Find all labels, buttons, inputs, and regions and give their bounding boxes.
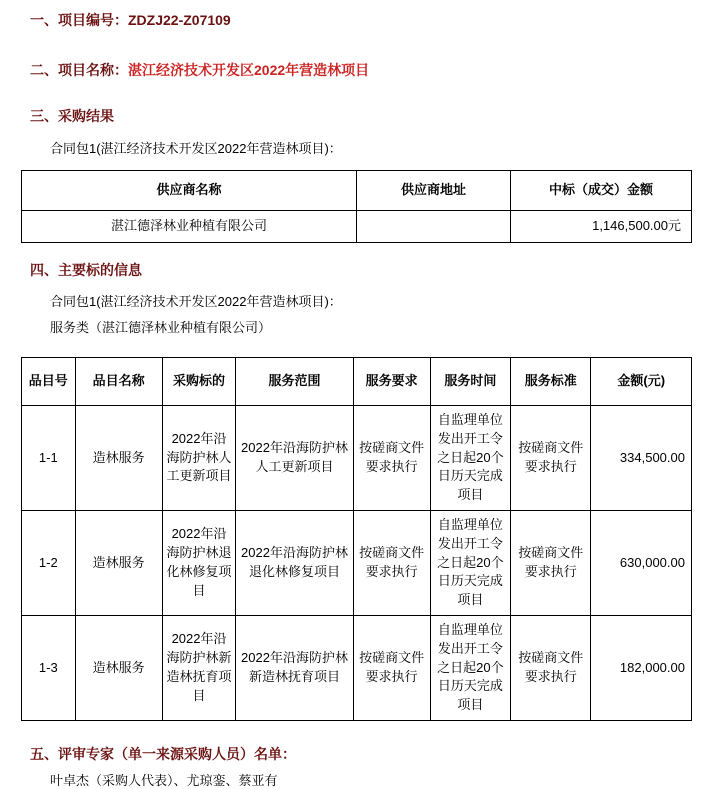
service-time-cell: 自监理单位发出开工令之日起20个日历天完成项目 [430,406,510,511]
items-table-row-3 [22,616,692,721]
service-scope-header: 服务范围 [236,358,353,406]
service-time-cell: 自监理单位发出开工令之日起20个日历天完成项目 [430,511,510,616]
result-table-header-row [22,171,692,211]
supplier-name-header: 供应商名称 [22,171,357,211]
supplier-address-header: 供应商地址 [357,171,511,211]
service-category-line: 服务类（湛江德泽林业种植有限公司） [50,320,272,335]
service-standard-cell: 按磋商文件要求执行 [511,406,591,511]
items-table [21,357,692,721]
service-requirement-header: 服务要求 [353,358,430,406]
service-scope-cell: 2022年沿海防护林人工更新项目 [236,406,353,511]
item-name-cell: 造林服务 [75,511,162,616]
service-scope-cell: 2022年沿海防护林退化林修复项目 [236,511,353,616]
supplier-name-cell: 湛江德泽林业种植有限公司 [22,211,357,243]
package-line-subject: 合同包1(湛江经济技术开发区2022年营造林项目)： [50,294,342,309]
item-name-header: 品目名称 [75,358,162,406]
item-no-cell: 1-2 [22,511,76,616]
amount-cell: 630,000.00 [591,511,692,616]
amount-cell: 182,000.00 [591,616,692,721]
procurement-subject-cell: 2022年沿海防护林人工更新项目 [162,406,236,511]
items-table-row-1 [22,406,692,511]
procurement-result-heading: 三、采购结果 [30,108,114,124]
project-name-label: 二、项目名称： [30,62,128,78]
package-line-result: 合同包1(湛江经济技术开发区2022年营造林项目)： [50,141,342,156]
project-name-heading [30,62,714,79]
award-amount-header: 中标（成交）金额 [511,171,692,211]
result-table [21,170,692,243]
service-requirement-cell: 按磋商文件要求执行 [353,511,430,616]
service-requirement-cell: 按磋商文件要求执行 [353,616,430,721]
project-number-value: ZDZJ22-Z07109 [128,12,231,28]
project-name-value: 湛江经济技术开发区2022年营造林项目 [128,62,370,78]
review-experts-names: 叶卓杰（采购人代表）、尤琼銮、蔡亚有 [50,773,278,788]
items-table-header-row [22,358,692,406]
review-experts-heading: 五、评审专家（单一来源采购人员）名单： [30,746,296,762]
service-scope-cell: 2022年沿海防护林新造林抚育项目 [236,616,353,721]
service-requirement-cell: 按磋商文件要求执行 [353,406,430,511]
item-no-header: 品目号 [22,358,76,406]
items-table-row-2 [22,511,692,616]
supplier-address-cell [357,211,511,243]
amount-cell: 334,500.00 [591,406,692,511]
main-subject-heading: 四、主要标的信息 [30,262,142,278]
item-name-cell: 造林服务 [75,406,162,511]
service-standard-cell: 按磋商文件要求执行 [511,616,591,721]
service-standard-cell: 按磋商文件要求执行 [511,511,591,616]
procurement-subject-header: 采购标的 [162,358,236,406]
amount-header: 金额(元) [591,358,692,406]
service-time-cell: 自监理单位发出开工令之日起20个日历天完成项目 [430,616,510,721]
item-name-cell: 造林服务 [75,616,162,721]
item-no-cell: 1-1 [22,406,76,511]
item-no-cell: 1-3 [22,616,76,721]
service-time-header: 服务时间 [430,358,510,406]
project-number-heading [30,12,714,29]
procurement-subject-cell: 2022年沿海防护林新造林抚育项目 [162,616,236,721]
award-amount-cell: 1,146,500.00元 [511,211,692,243]
service-standard-header: 服务标准 [511,358,591,406]
project-number-label: 一、项目编号： [30,12,128,28]
result-table-row [22,211,692,243]
procurement-subject-cell: 2022年沿海防护林退化林修复项目 [162,511,236,616]
